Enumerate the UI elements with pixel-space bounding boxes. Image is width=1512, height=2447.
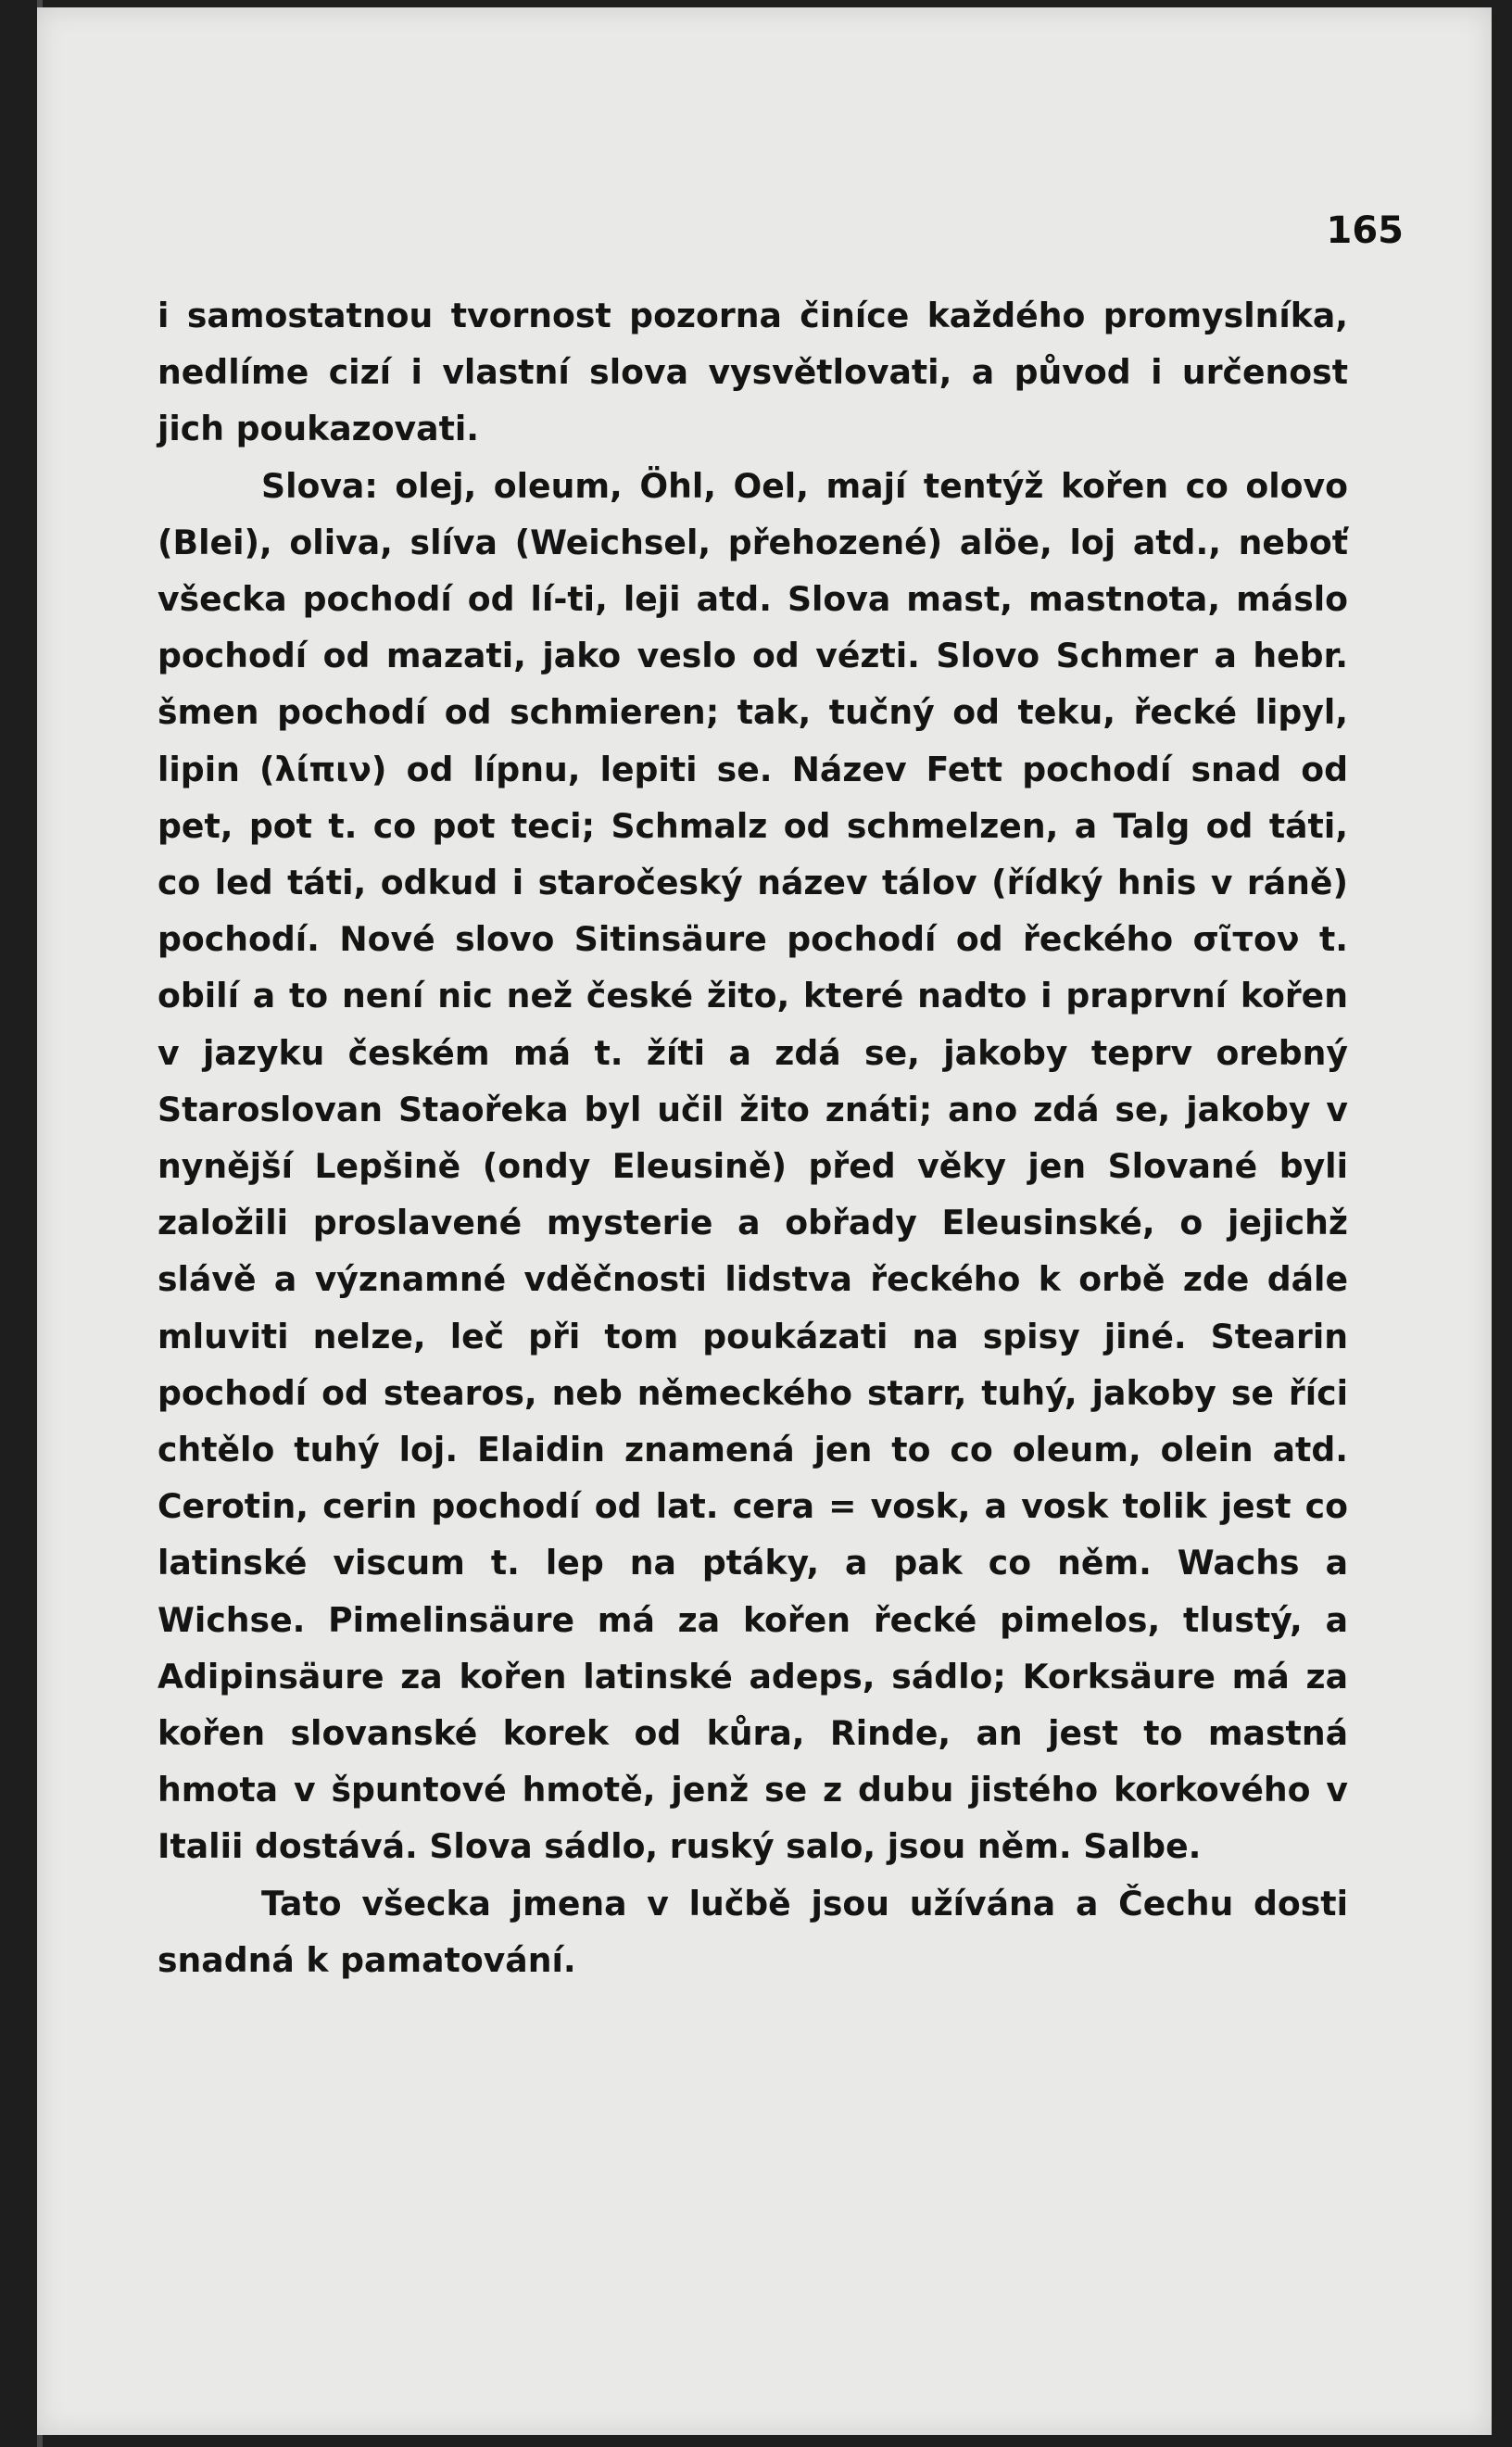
paragraph-2: Slova: olej, oleum, Öhl, Oel, mají tentýž kořen co olovo (Blei), oliva, slíva (Weichsel, přehozené) alöe, loj atd., neboť všecka pochodí od lí-ti, leji atd. Slova mast, mastnota, máslo pochodí od mazati, jako veslo od vézti. Slovo Schmer a hebr. šmen pochodí od schmieren; tak, tučný od teku, řecké lipyl, lipin (λίπιν) od lípnu, lepiti se. Název Fett pochodí snad od pet, pot t. co pot teci; Schmalz od schmelzen, a Talg od táti, co led táti, odkud i staročeský název tálov (řídký hnis v ráně) pochodí. Nové slovo Sitinsäure pochodí od řeckého σῖτον t. obilí a to není nic než české žito, které nadto i praprvní kořen v jazyku českém má t. žíti a zdá se, jakoby teprv orebný Staroslovan Staořeka byl učil žito znáti; ano zdá se, jakoby v nynější Lepšině (ondy Eleusině) před věky jen Slované byli založili proslavené mysterie a obřady Eleusinské, o jejichž slávě a významné vděčnosti lidstva řeckého k orbě zde dále mluviti nelze, leč při tom poukázati na spisy jiné. Stearin pochodí od stearos, neb německého starr, tuhý, jakoby se říci chtělo tuhý loj. Elaidin znamená jen to co oleum, olein atd. Cerotin, cerin pochodí od lat. cera = vosk, a vosk tolik jest co latinské viscum t. lep na ptáky, a pak co něm. Wachs a Wichse. Pimelinsäure má za kořen řecké pimelos, tlustý, a Adipinsäure za kořen latinské adeps, sádlo; Korksäure má za kořen slovanské korek od kůra, Rinde, an jest to mastná hmota v špuntové hmotě, jenž se z dubu jistého korkového v Italii dostává. Slova sádlo, ruský salo, jsou něm. Salbe.	[158, 465, 1348, 1867]
body-text	[158, 287, 1348, 1988]
page-number: 165	[1326, 209, 1404, 252]
paragraph-3: Tato všecka jmena v lučbě jsou užívána a Čechu dosti snadná k pamatování.	[158, 1883, 1348, 1980]
paragraph-1: i samostatnou tvornost pozorna činíce každého promyslníka, nedlíme cizí i vlastní slova vysvětlovati, a původ i určenost jich poukazovati.	[158, 296, 1348, 449]
